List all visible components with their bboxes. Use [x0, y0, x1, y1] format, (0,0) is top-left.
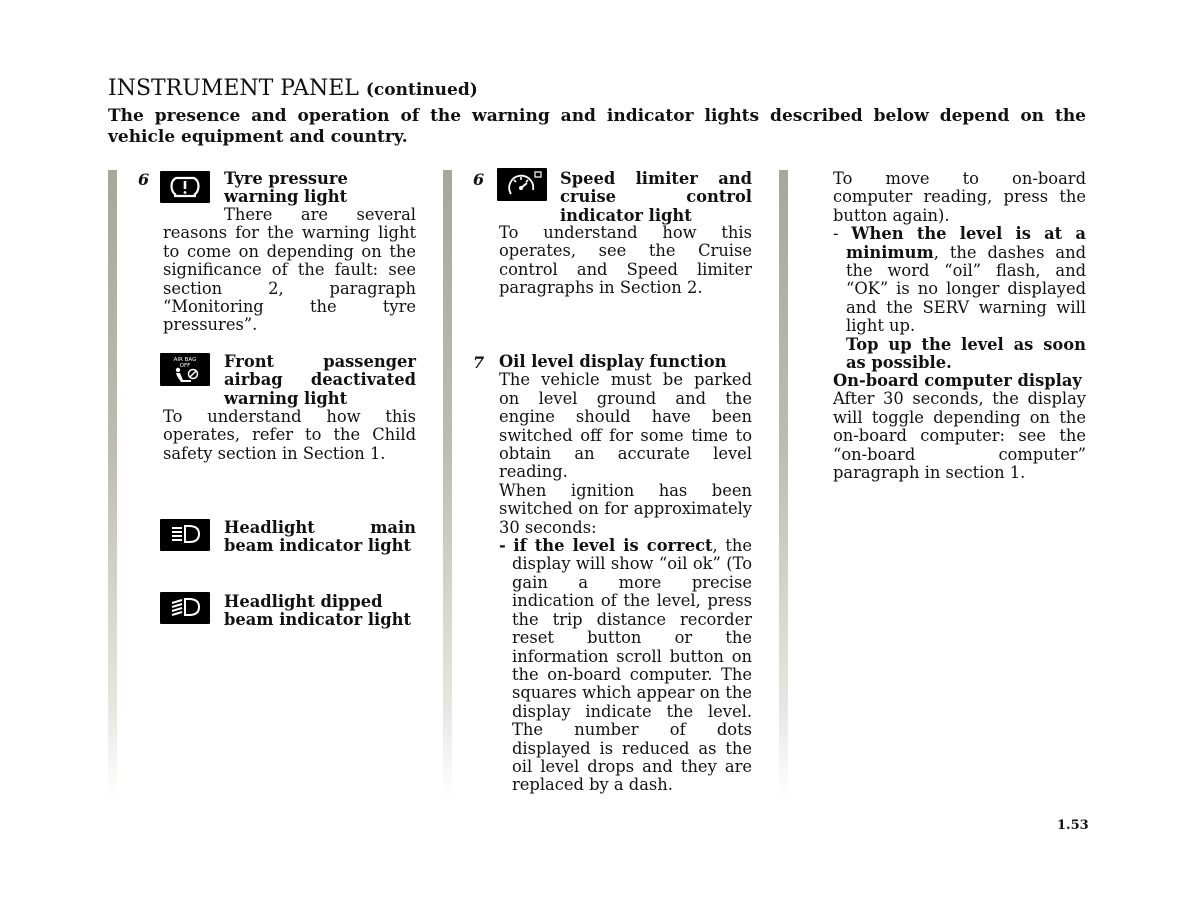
dipped-beam-icon: [160, 592, 210, 624]
airbag-icon-text: AIR BAG: [173, 357, 197, 363]
oil-bullet-dash: -: [499, 536, 506, 556]
dipped-beam-heading: Headlight dipped beam indicator light: [224, 592, 411, 630]
minimum-bullet-bold: When the level is at a minimum: [846, 224, 1086, 262]
computer-paragraph-1: To move to on-board computer reading, press the button again).: [833, 169, 1086, 225]
oil-bullet-bold: if the level is correct: [513, 536, 713, 556]
computer-display-text: After 30 seconds, the display will toggle depending on the on-board computer: see the “on-board computer” paragraph in section 1.: [833, 389, 1086, 483]
oil-bullet: [499, 537, 752, 795]
top-up-warning: Top up the level as soon as possible.: [846, 334, 1086, 373]
main-beam-icon: [160, 519, 210, 551]
tyre-pressure-warning-icon: [160, 171, 210, 203]
item-number: 6: [138, 170, 150, 189]
minimum-bullet-text: , the dashes and the word “oil” flash, and “OK” is no longer displayed and the SERV warning will light up.: [846, 242, 1086, 336]
speed-text: To understand how this operates, see the Cruise control and Speed limiter paragraphs in Section 2.: [499, 223, 752, 298]
computer-display-heading: On-board computer display: [833, 371, 1082, 390]
tyre-text: There are several reasons for the warning light to come on depending on the significance of the fault: see section 2, paragraph “Monitoring the tyre pressures”.: [163, 205, 416, 335]
oil-heading: Oil level display function: [499, 352, 727, 371]
column-bar-1: [108, 170, 117, 800]
item-number: 6: [473, 170, 485, 189]
oil-paragraph-1: The vehicle must be parked on level ground and the engine should have been switched off for some time to obtain an accurate level reading.: [499, 370, 752, 482]
item-number: 7: [473, 353, 485, 372]
oil-bullet-text: , the display will show “oil ok” (To gain a more precise indication of the level, press the trip distance recorder reset button or the information scroll button on the on-board computer. The squares which appear on the display indicate the level. The number of dots displayed is reduced as the oil level drops and they are replaced by a dash.: [512, 536, 753, 795]
speed-limiter-cruise-icon: [497, 168, 547, 201]
page-number: 1.53: [1057, 818, 1089, 833]
intro-text: The presence and operation of the warning and indicator lights described below depend on the vehicle equipment and country.: [108, 106, 1086, 147]
title-text: INSTRUMENT PANEL: [108, 76, 359, 101]
oil-paragraph-2: When ignition has been switched on for approximately 30 seconds:: [499, 480, 752, 537]
main-beam-heading: Headlight main beam indicator light: [224, 518, 416, 556]
page-title: [108, 76, 478, 101]
speed-heading: Speed limiter and cruise control indicator light: [560, 169, 752, 225]
minimum-bullet-dash: -: [833, 224, 839, 244]
airbag-text: To understand how this operates, refer to the Child safety section in Section 1.: [163, 407, 416, 463]
svg-text:OFF: OFF: [179, 363, 191, 369]
airbag-deactivated-icon: [160, 353, 210, 386]
title-suffix: (continued): [365, 80, 478, 100]
column-bar-3: [779, 170, 788, 800]
column-bar-2: [443, 170, 452, 800]
minimum-bullet: [833, 225, 1086, 335]
airbag-heading: Front passenger airbag deactivated warning light: [224, 352, 416, 408]
tyre-heading: Tyre pressure warning light: [224, 169, 348, 207]
